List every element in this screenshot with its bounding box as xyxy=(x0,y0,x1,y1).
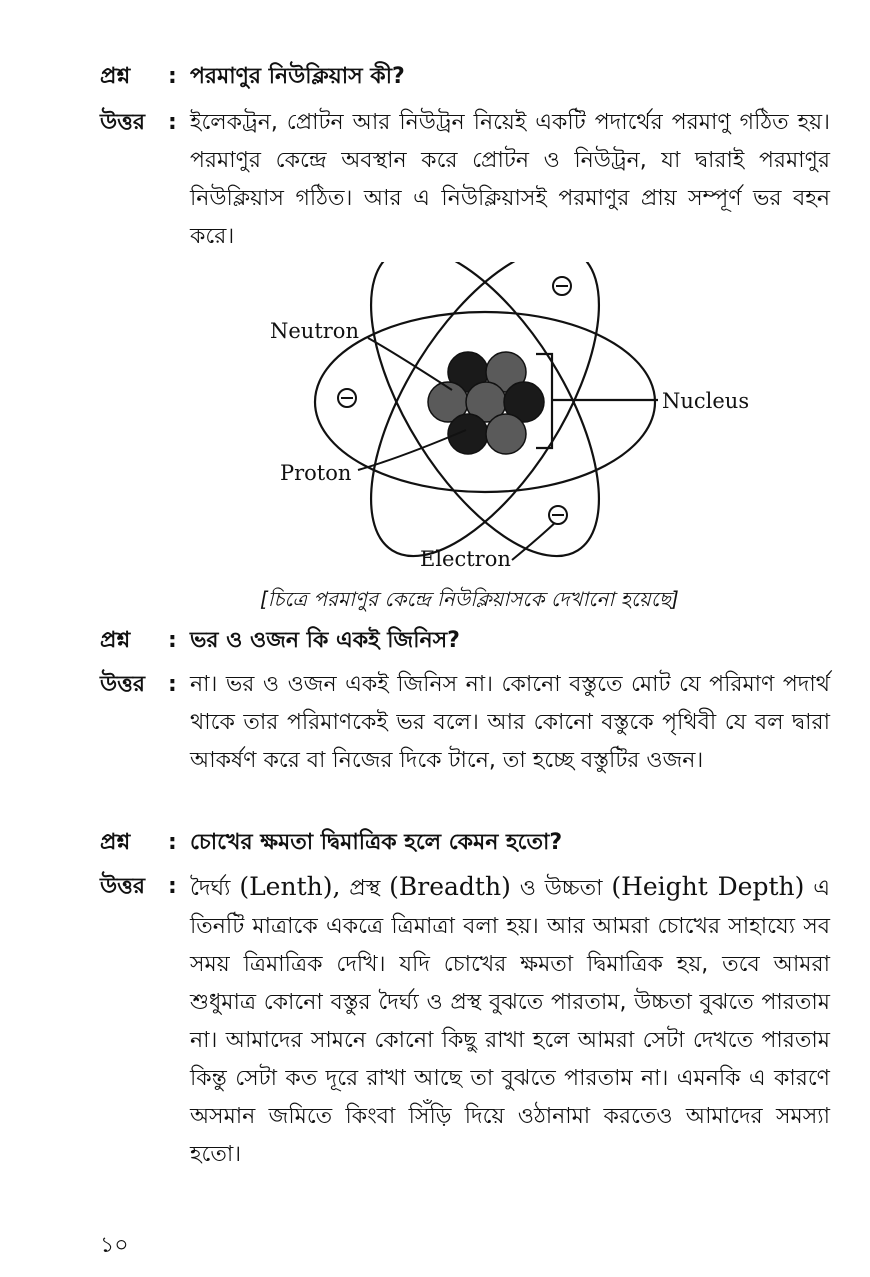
question-3-row xyxy=(100,824,830,862)
question-2-text: ভর ও ওজন কি একই জিনিস? xyxy=(190,628,460,653)
electron-marker xyxy=(553,277,571,295)
answer-3-english-height: (Height Depth) xyxy=(611,872,805,901)
answer-3-english-length: (Lenth), xyxy=(239,872,341,901)
question-1-text: পরমাণুর নিউক্লিয়াস কী? xyxy=(190,64,405,89)
nucleus-label: Nucleus xyxy=(662,389,750,413)
atom-diagram xyxy=(240,262,780,582)
electron-label: Electron xyxy=(420,547,511,571)
nucleus-bracket xyxy=(536,354,658,448)
answer-2-row xyxy=(100,666,830,780)
answer-3-row xyxy=(100,868,830,1174)
question-tag: প্রশ্ন xyxy=(100,64,131,89)
answer-tag: উত্তর xyxy=(100,110,145,135)
answer-3-part-2: প্রস্থ xyxy=(349,876,381,901)
answer-tag: উত্তর xyxy=(100,874,145,899)
answer-3-part-3: ও উচ্চতা xyxy=(519,876,603,901)
neutron-label: Neutron xyxy=(270,319,359,343)
answer-3-text xyxy=(190,868,830,1174)
electron-marker xyxy=(338,389,356,407)
answer-1-text: ইলেকট্রন, প্রোটন আর নিউট্রন নিয়েই একটি পদার্থের পরমাণু গঠিত হয়। পরমাণুর কেন্দ্রে অবস্থান করে প্রোটন ও নিউট্রন, যা দ্বারাই পরমাণুর নিউক্লিয়াস গঠিত। আর এ নিউক্লিয়াসই পরমাণুর প্রায় সম্পূর্ণ ভর বহন করে। xyxy=(190,110,830,249)
proton-particle xyxy=(486,414,526,454)
question-3-text: চোখের ক্ষমতা দ্বিমাত্রিক হলে কেমন হতো? xyxy=(190,830,563,855)
question-2-row xyxy=(100,622,830,660)
colon: : xyxy=(168,628,177,653)
figure-caption: [চিত্রে পরমাণুর কেন্দ্রে নিউক্লিয়াসকে দেখানো হয়েছে] xyxy=(260,587,679,611)
proton-label: Proton xyxy=(280,461,352,485)
answer-3-part-1: দৈর্ঘ্য xyxy=(190,876,231,901)
colon: : xyxy=(168,830,177,855)
question-tag: প্রশ্ন xyxy=(100,830,131,855)
colon: : xyxy=(168,672,177,697)
colon: : xyxy=(168,110,177,135)
page-number: ১০ xyxy=(100,1233,129,1258)
answer-3-english-breadth: (Breadth) xyxy=(389,872,511,901)
question-1-row xyxy=(100,58,830,96)
answer-2-text: না। ভর ও ওজন একই জিনিস না। কোনো বস্তুতে মোট যে পরিমাণ পদার্থ থাকে তার পরিমাণকেই ভর বলে। আর কোনো বস্তুকে পৃথিবী যে বল দ্বারা আকর্ষণ করে বা নিজের দিকে টানে, তা হচ্ছে বস্তুটির ওজন। xyxy=(190,672,830,773)
answer-1-row xyxy=(100,104,830,256)
question-tag: প্রশ্ন xyxy=(100,628,131,653)
colon: : xyxy=(168,64,177,89)
answer-tag: উত্তর xyxy=(100,672,145,697)
colon: : xyxy=(168,874,177,899)
electron-pointer xyxy=(512,520,558,560)
answer-3-part-4: এ তিনটি মাত্রাকে একত্রে ত্রিমাত্রা বলা হয়। আর আমরা চোখের সাহায্যে সব সময় ত্রিমাত্রিক দেখি। যদি চোখের ক্ষমতা দ্বিমাত্রিক হয়, তবে আমরা শুধুমাত্র কোনো বস্তুর দৈর্ঘ্য ও প্রস্থ বুঝতে পারতাম, উচ্চতা বুঝতে পারতাম না। আমাদের সামনে কোনো কিছু রাখা হলে আমরা সেটা দেখতে পারতাম কিন্তু সেটা কত দূরে রাখা আছে তা বুঝতে পারতাম না। এমনকি এ কারণে অসমান জমিতে কিংবা সিঁড়ি দিয়ে ওঠানামা করতেও আমাদের সমস্যা হতো। xyxy=(190,876,831,1167)
electron-marker xyxy=(549,506,567,524)
